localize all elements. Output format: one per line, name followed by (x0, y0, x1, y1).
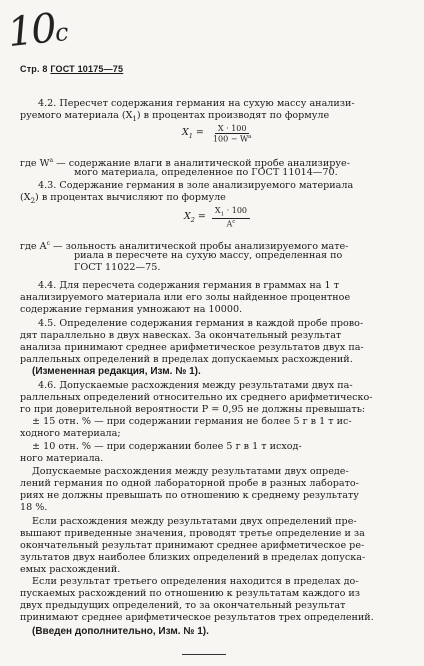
p4-2-line2: руемого материала $(X_1)$ в процентах производят по формуле (20, 110, 330, 123)
p-final-line1: Если результат третьего определения находится в пределах до- (32, 576, 359, 587)
p4-6-line3: го при доверительной вероятности P = 0,95 не должны превышать: (20, 404, 366, 415)
formula-x1-lhs: $X_1$ = (182, 127, 204, 141)
running-head (20, 64, 123, 74)
formula-x2-denominator: $A^с$ (226, 218, 236, 229)
formula-x2 (184, 206, 250, 228)
standard-code: ГОСТ 10175—75 (50, 64, 124, 74)
p-third-line2: вышают приведенные значения, проводят третье определение и за (20, 528, 365, 539)
formula-x1-fraction (210, 124, 255, 144)
handwritten-number: 10 (5, 5, 57, 57)
p-lab-line3: риях не должны превышать по отношению к среднему результату (20, 490, 359, 501)
formula-x2-lhs: $X_2$ = (184, 210, 206, 224)
formula-x1-denominator: $100 - W^а$ (212, 134, 252, 144)
where2-line2: риала в пересчете на сухую массу, определенная по (74, 250, 343, 261)
where1-line1: где $W^а$ — содержание влаги в аналитической пробе анализируе- (20, 157, 350, 170)
p-final-line2: пускаемых расхождений по отношению к результатам каждого из (20, 588, 361, 599)
p-third-line4: зультатов двух наиболее близких определений в пределах допуска- (20, 552, 366, 563)
p-third-line3: окончательный результат принимают среднее арифметическое ре- (20, 540, 365, 551)
handwritten-page-mark (6, 7, 71, 58)
formula-x2-numerator: $X_1 \cdot 100$ (212, 206, 250, 219)
p-lab-line1: Допускаемые расхождения между результатами двух опреде- (32, 466, 349, 477)
p-final-line3: двух предыдущих определений, то за окончательный результат (20, 600, 346, 611)
amendment-note-2: (Введен дополнительно, Изм. № 1). (32, 626, 209, 637)
p4-6-line7: ного материала. (20, 453, 104, 464)
p-lab-line2: лений германия по одной лабораторной пробе в разных лаборато- (20, 478, 359, 489)
where2-line3: ГОСТ 11022—75. (74, 262, 161, 273)
p4-6-line2: раллельных определений относительно их среднего арифметическо- (20, 392, 373, 403)
where1-line2: мого материала, определенное по ГОСТ 11014—70. (74, 167, 338, 178)
p4-6-line1: 4.6. Допускаемые расхождения между результатами двух па- (38, 380, 353, 391)
p4-6-line6: ± 10 отн. % — при содержании более 5 г в 1 т исход- (32, 441, 302, 452)
p4-3-line1: 4.3. Содержание германия в золе анализируемого материала (38, 180, 354, 191)
p4-4-line1: 4.4. Для пересчета содержания германия в граммах на 1 т (38, 280, 340, 291)
p4-5-line1: 4.5. Определение содержания германия в каждой пробе прово- (38, 318, 364, 329)
formula-x1 (182, 124, 254, 144)
p-third-line1: Если расхождения между результатами двух определений пре- (32, 516, 357, 527)
p-third-line5: емых расхождений. (20, 564, 121, 575)
amendment-note-1: (Измененная редакция, Изм. № 1). (32, 366, 201, 377)
handwritten-suffix: с (53, 17, 70, 48)
p4-2-line1: 4.2. Пересчет содержания германия на сухую массу анализи- (38, 98, 355, 109)
formula-x1-numerator: X · 100 (215, 124, 250, 134)
p4-5-line3: анализа принимают среднее арифметическое результатов двух па- (20, 342, 364, 353)
p4-4-line3: содержание германия умножают на 10000. (20, 304, 243, 315)
formula-x2-fraction (212, 206, 250, 228)
p-final-line4: принимают среднее арифметическое результатов трех определений. (20, 612, 374, 623)
p-lab-line4: 18 %. (20, 502, 48, 513)
end-rule (182, 654, 226, 655)
p4-4-line2: анализируемого материала или его золы найденное процентное (20, 292, 351, 303)
where2-line1: где $A^с$ — зольность аналитической пробы анализируемого мате- (20, 240, 349, 253)
p4-5-line2: дят параллельно в двух навесках. За окончательный результат (20, 330, 342, 341)
page-label: Стр. 8 (20, 64, 48, 74)
p4-6-line5: ходного материала; (20, 428, 121, 439)
p4-5-line4: раллельных определений в пределах допускаемых расхождений. (20, 354, 353, 365)
p4-6-line4: ± 15 отн. % — при содержании германия не более 5 г в 1 т ис- (32, 416, 352, 427)
p4-3-line2: $(X_2)$ в процентах вычисляют по формуле (20, 192, 226, 205)
